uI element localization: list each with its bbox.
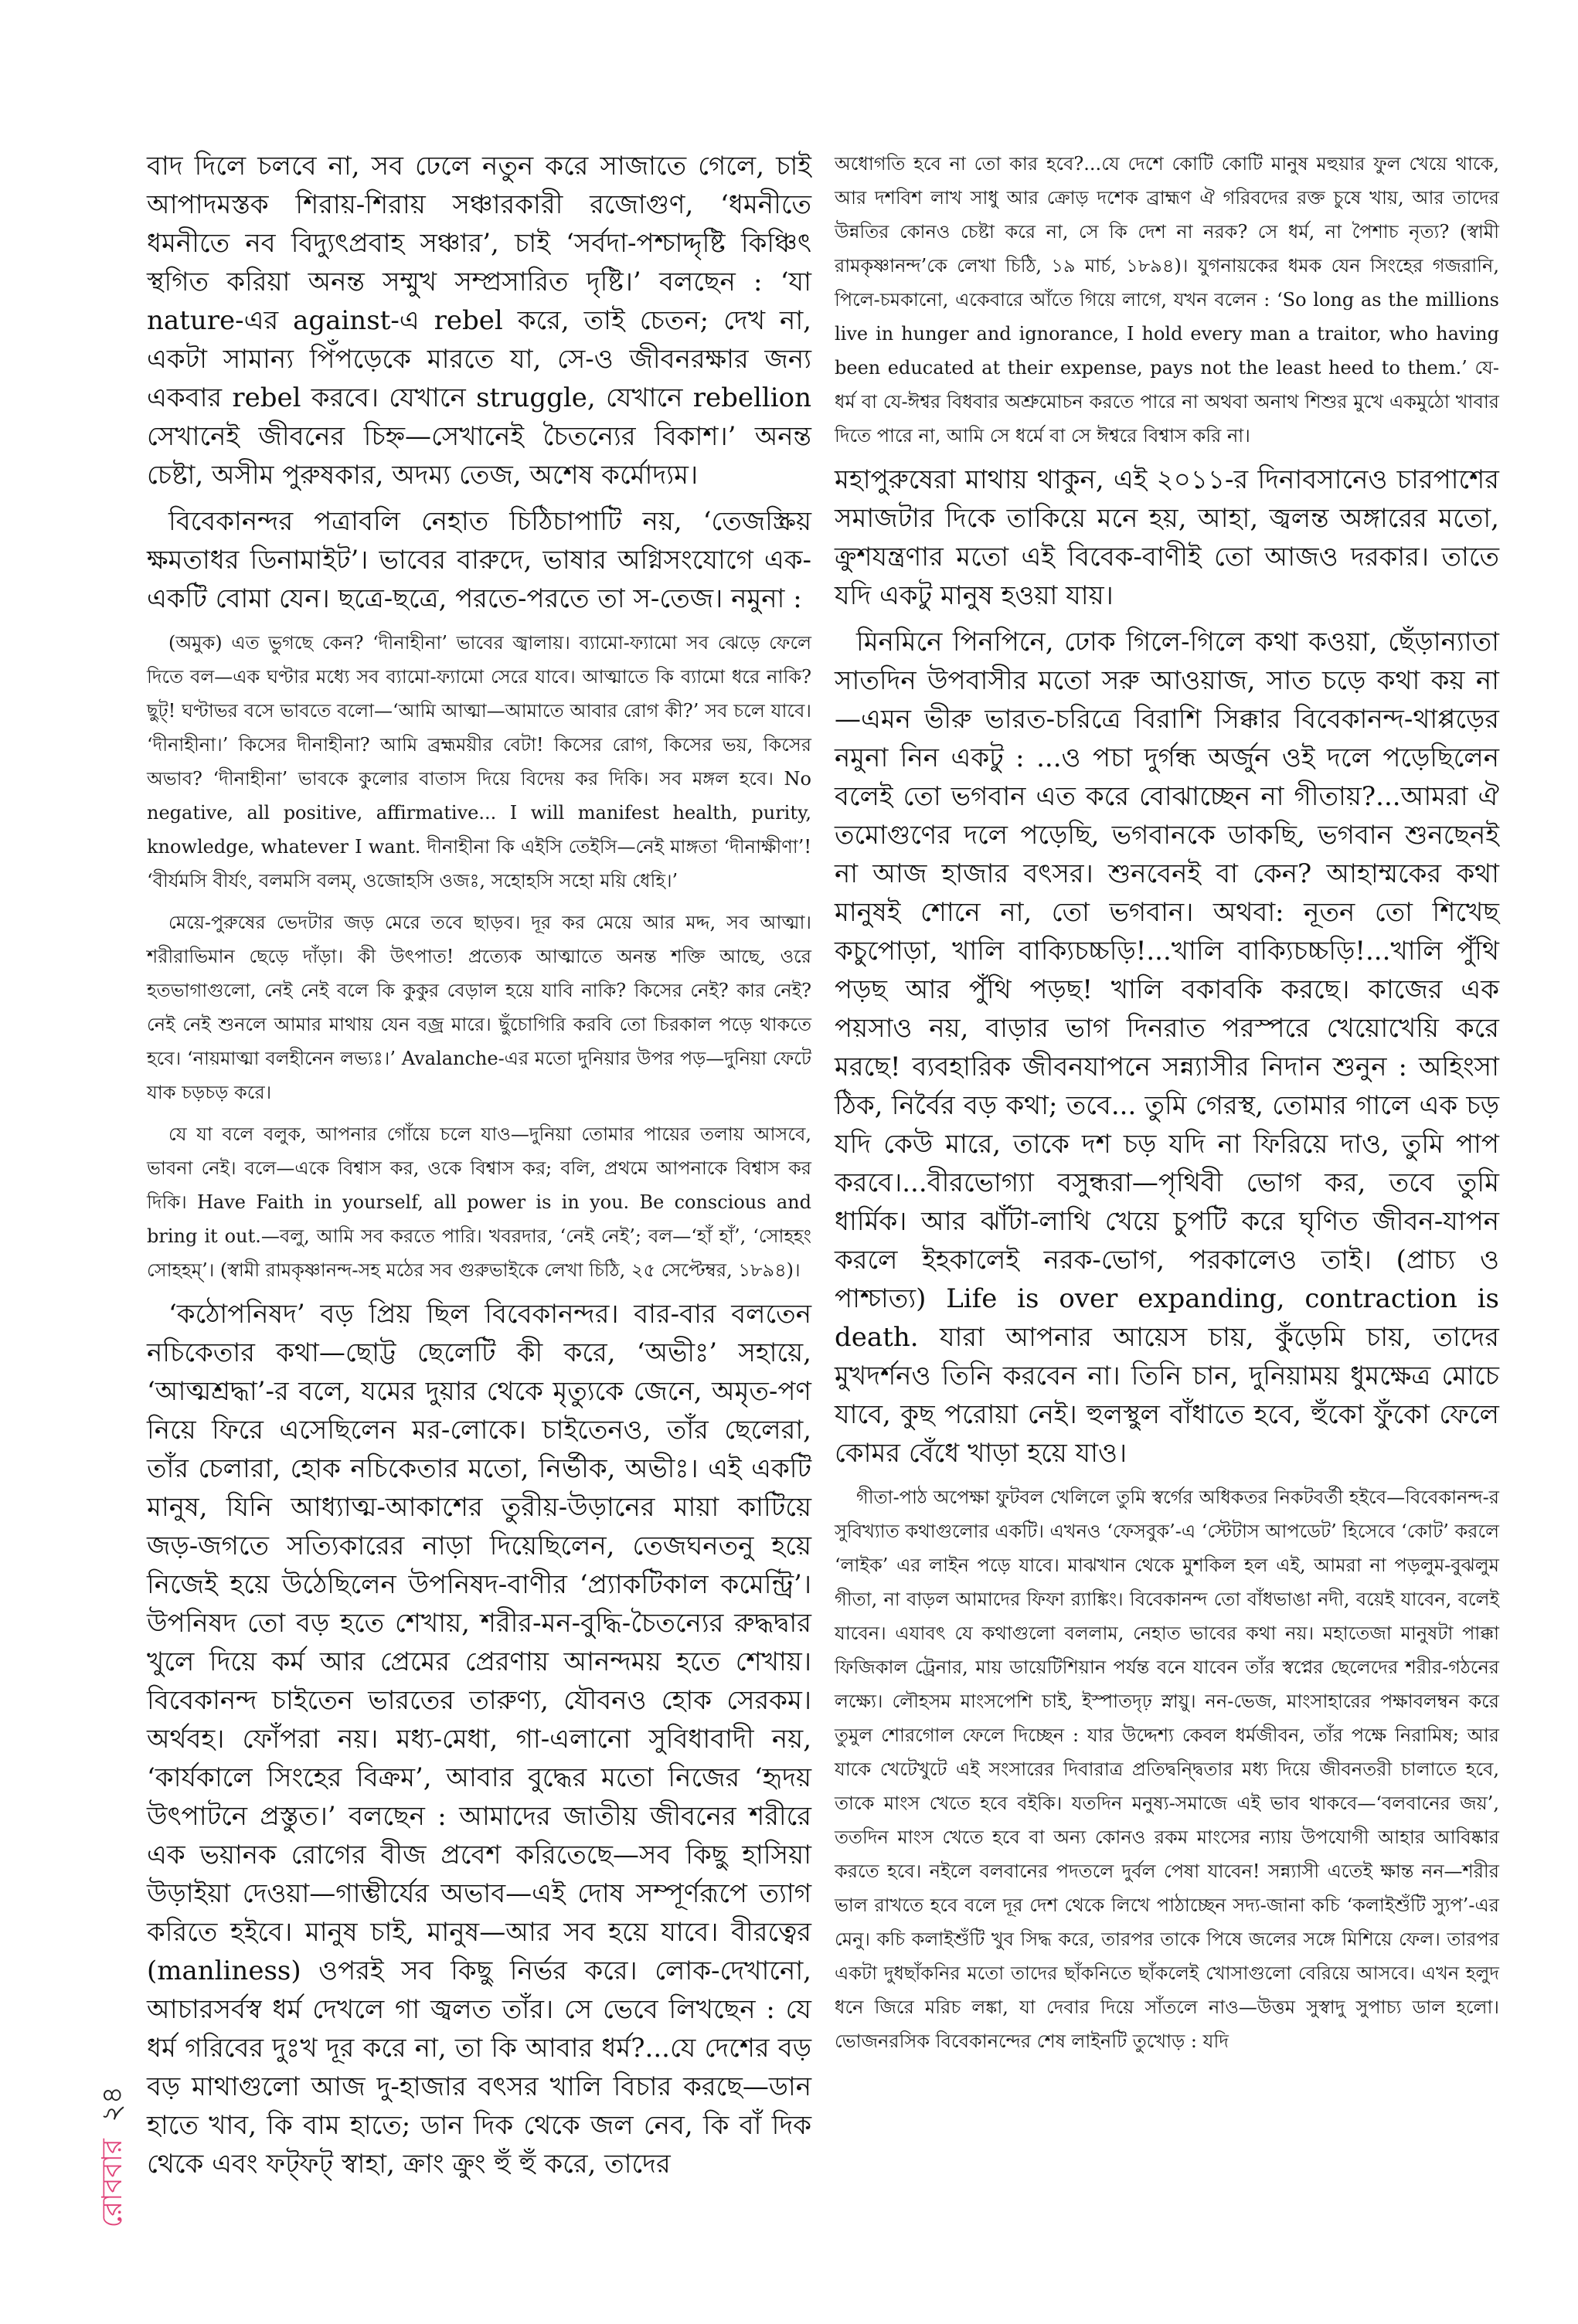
page-number: ২৪: [97, 2086, 128, 2122]
paragraph: বিবেকানন্দর পত্রাবলি নেহাত চিঠিচাপাটি নয়, ‘তেজস্ক্রিয় ক্ষমতাধর ডিনামাইট’। ভাবের বারুদে, ভাষার অগ্নিসংযোগে এক-একটি বোমা যেন। ছত্রে-ছত্রে, পরতে-পরতে তা স-তেজ। নমুনা :: [147, 506, 811, 614]
page-footer: [91, 2086, 138, 2302]
paragraph: বাদ দিলে চলবে না, সব ঢেলে নতুন করে সাজাতে গেলে, চাই আপাদমস্তক শিরায়-শিরায় সঞ্চারকারী রজোগুণ, ‘ধমনীতে ধমনীতে নব বিদ্যুৎপ্রবাহ সঞ্চার’, চাই ‘সর্বদা-পশ্চাদ্দৃষ্টি কিঞ্চিৎ স্থগিত করিয়া অনন্ত সম্মুখ সম্প্রসারিত দৃষ্টি।’ বলছেন : ‘যা nature-এর against-এ rebel করে, তাই চেতন; দেখ না, একটা সামান্য পিঁপড়েকে মারতে যা, সে-ও জীবনরক্ষার জন্য একবার rebel করবে। যেখানে struggle, যেখানে rebellion সেখানেই জীবনের চিহ্ন—সেখানেই চৈতন্যের বিকাশ।’ অনন্ত চেষ্টা, অসীম পুরুষকার, অদম্য তেজ, অশেষ কর্মোদ্যম।: [147, 151, 811, 491]
right-column: [835, 147, 1499, 2066]
magazine-name: রোববার: [97, 2139, 128, 2228]
left-column: [147, 147, 811, 2191]
paragraph: (অমুক) এত ভুগছে কেন? ‘দীনাহীনা’ ভাবের জ্বালায়। ব্যামো-ফ্যামো সব ঝেড়ে ফেলে দিতে বল—এক ঘণ্টার মধ্যে সব ব্যামো-ফ্যামো সেরে যাবে। আত্মাতে কি ব্যামো ধরে নাকি? ছুট্! ঘণ্টাভর বসে ভাবতে বলো—‘আমি আত্মা—আমাতে আবার রোগ কী?’ সব চলে যাবে। ‘দীনাহীনা।’ কিসের দীনাহীনা? আমি ব্রহ্মময়ীর বেটা! কিসের রোগ, কিসের ভয়, কিসের অভাব? ‘দীনাহীনা’ ভাবকে কুলোর বাতাস দিয়ে বিদেয় কর দিকি। সব মঙ্গল হবে। No negative, all positive, affirmative... I will manifest health, purity, knowledge, whatever I want. দীনাহীনা কি এইসি তেইসি—নেই মাঙ্গতা ‘দীনাক্ষীণা’! ‘বীর্যমসি বীর্যং, বলমসি বলম্‌, ওজোহসি ওজঃ, সহোহসি সহো ময়ি ধেহি।’: [147, 632, 811, 892]
paragraph: মেয়ে-পুরুষের ভেদটার জড় মেরে তবে ছাড়ব। দূর কর মেয়ে আর মদ্দ, সব আত্মা। শরীরাভিমান ছেড়ে দাঁড়া। কী উৎপাত! প্রত্যেক আত্মাতে অনন্ত শক্তি আছে, ওরে হতভাগাগুলো, নেই নেই বলে কি কুকুর বেড়াল হয়ে যাবি নাকি? কিসের নেই? কার নেই? নেই নেই শুনলে আমার মাথায় যেন বজ্র মারে। ছুঁচোগিরি করবি তো চিরকাল পড়ে থাকতে হবে। ‘নায়মাত্মা বলহীনেন লভ্যঃ।’ Avalanche-এর মতো দুনিয়ার উপর পড়—দুনিয়া ফেটে যাক চড়চড় করে।: [147, 912, 811, 1103]
paragraph: গীতা-পাঠ অপেক্ষা ফুটবল খেলিলে তুমি স্বর্গের অধিকতর নিকটবর্তী হইবে—বিবেকানন্দ-র সুবিখ্যাত কথাগুলোর একটি। এখনও ‘ফেসবুক’-এ ‘স্টেটাস আপডেট’ হিসেবে ‘কোট’ করলে ‘লাইক’ এর লাইন পড়ে যাবে। মাঝখান থেকে মুশকিল হল এই, আমরা না পড়লুম-বুঝলুম গীতা, না বাড়ল আমাদের ফিফা র‌্যাঙ্কিং। বিবেকানন্দ তো বাঁধভাঙা নদী, বয়েই যাবেন, বলেই যাবেন। এযাবৎ যে কথাগুলো বললাম, নেহাত ভাবের কথা নয়। মহাতেজা মানুষটা পাক্কা ফিজিকাল ট্রেনার, মায় ডায়েটিশিয়ান পর্যন্ত বনে যাবেন তাঁর স্বপ্নের ছেলেদের শরীর-গঠনের লক্ষ্যে। লৌহসম মাংসপেশি চাই, ইস্পাতদৃঢ় স্নায়ু। নন-ভেজ, মাংসাহারের পক্ষাবলম্বন করে তুমুল শোরগোল ফেলে দিচ্ছেন : যার উদ্দেশ্য কেবল ধর্মজীবন, তাঁর পক্ষে নিরামিষ; আর যাকে খেটেখুটে এই সংসারের দিবারাত্র প্রতিদ্বন্দ্বিতার মধ্য দিয়ে জীবনতরী চালাতে হবে, তাকে মাংস খেতে হবে বইকি। যতদিন মনুষ্য-সমাজে এই ভাব থাকবে—‘বলবানের জয়’, ততদিন মাংস খেতে হবে বা অন্য কোনও রকম মাংসের ন্যায় উপযোগী আহার আবিষ্কার করতে হবে। নইলে বলবানের পদতলে দুর্বল পেষা যাবেন! সন্ন্যাসী এতেই ক্ষান্ত নন—শরীর ভাল রাখতে হবে বলে দূর দেশ থেকে লিখে পাঠাচ্ছেন সদ্য-জানা কচি ‘কলাইশুঁটি স্যুপ’-এর মেনু। কচি কলাইশুঁটি খুব সিদ্ধ করে, তারপর তাকে পিষে জলের সঙ্গে মিশিয়ে ফেল। তারপর একটা দুধছাঁকনির মতো তাদের ছাঁকনিতে ছাঁকলেই খোসাগুলো বেরিয়ে আসবে। এখন হলুদ ধনে জিরে মরিচ লঙ্কা, যা দেবার দিয়ে সাঁতলে নাও—উত্তম সুস্বাদু সুপাচ্য ডাল হলো। ভোজনরসিক বিবেকানন্দের শেষ লাইনটি তুখোড় : যদি: [835, 1486, 1499, 2052]
paragraph: মিনমিনে পিনপিনে, ঢোক গিলে-গিলে কথা কওয়া, ছেঁড়ান্যাতা সাতদিন উপবাসীর মতো সরু আওয়াজ, সাত চড়ে কথা কয় না—এমন ভীরু ভারত-চরিত্রে বিরাশি সিক্কার বিবেকানন্দ-থাপ্পড়ের নমুনা নিন একটু : ...ও পচা দুর্গন্ধ অর্জুন ওই দলে পড়েছিলেন বলেই তো ভগবান এত করে বোঝাচ্ছেন না গীতায়?...আমরা ঐ তমোগুণের দলে পড়েছি, ভগবানকে ডাকছি, ভগবান শুনছেনই না আজ হাজার বৎসর। শুনবেনই বা কেন? আহাম্মকের কথা মানুষই শোনে না, তো ভগবান। অথবা: নূতন তো শিখেছ কচুপোড়া, খালি বাক্যিচচ্চড়ি!...খালি বাক্যিচচ্চড়ি!...খালি পুঁথি পড়ছ আর পুঁথি পড়ছ! খালি বকাবকি করছে। কাজের এক পয়সাও নয়, বাড়ার ভাগ দিনরাত পরস্পরে খেয়োখেয়ি করে মরছে! ব্যবহারিক জীবনযাপনে সন্ন্যাসীর নিদান শুনুন : অহিংসা ঠিক, নির্বৈর বড় কথা; তবে... তুমি গেরস্থ, তোমার গালে এক চড় যদি কেউ মারে, তাকে দশ চড় যদি না ফিরিয়ে দাও, তুমি পাপ করবে।...বীরভোগ্যা বসুন্ধরা—পৃথিবী ভোগ কর, তবে তুমি ধার্মিক। আর ঝাঁটা-লাথি খেয়ে চুপটি করে ঘৃণিত জীবন-যাপন করলে ইহকালেই নরক-ভোগ, পরকালেও তাই। (প্রাচ্য ও পাশ্চাত্য) Life is over expanding, contraction is death. যারা আপনার আয়েস চায়, কুঁড়েমি চায়, তাদের মুখদর্শনও তিনি করবেন না। তিনি চান, দুনিয়াময় ধুমক্ষেত্র মোচে যাবে, কুছ পরোয়া নেই। হুলস্থুল বাঁধাতে হবে, হুঁকো ফুঁকো ফেলে কোমর বেঁধে খাড়া হয়ে যাও।: [835, 627, 1499, 1469]
paragraph: যে যা বলে বলুক, আপনার গোঁয়ে চলে যাও—দুনিয়া তোমার পায়ের তলায় আসবে, ভাবনা নেই। বলে—একে বিশ্বাস কর, ওকে বিশ্বাস কর; বলি, প্রথমে আপনাকে বিশ্বাস কর দিকি। Have Faith in yourself, all power is in you. Be conscious and bring it out.—বলু, আমি সব করতে পারি। খবরদার, ‘নেই নেই’; বল—‘হাঁ হাঁ’, ‘সোহহং সোহহম্‌’। (স্বামী রামকৃষ্ণানন্দ-সহ মঠের সব গুরুভাইকে লেখা চিঠি, ২৫ সেপ্টেম্বর, ১৮৯৪)।: [147, 1123, 811, 1281]
paragraph: অধোগতি হবে না তো কার হবে?...যে দেশে কোটি কোটি মানুষ মহুয়ার ফুল খেয়ে থাকে, আর দশবিশ লাখ সাধু আর ক্রোড় দশেক ব্রাহ্মণ ঐ গরিবদের রক্ত চুষে খায়, আর তাদের উন্নতির কোনও চেষ্টা করে না, সে কি দেশ না নরক? সে ধর্ম, না পৈশাচ নৃত্য? (স্বামী রামকৃষ্ণানন্দ’কে লেখা চিঠি, ১৯ মার্চ, ১৮৯৪)। যুগনায়কের ধমক যেন সিংহের গজরানি, পিলে-চমকানো, একেবারে আঁতে গিয়ে লাগে, যখন বলেন : ‘So long as the millions live in hunger and ignorance, I hold every man a traitor, who having been educated at their expense, pays not the least heed to them.’ যে-ধর্ম বা যে-ঈশ্বর বিধবার অশ্রুমোচন করতে পারে না অথবা অনাথ শিশুর মুখে একমুঠো খাবার দিতে পারে না, আমি সে ধর্মে বা সে ঈশ্বরে বিশ্বাস করি না।: [835, 153, 1499, 447]
paragraph: ‘কঠোপনিষদ’ বড় প্রিয় ছিল বিবেকানন্দর। বার-বার বলতেন নচিকেতার কথা—ছোট্ট ছেলেটি কী করে, ‘অভীঃ’ সহায়ে, ‘আত্মশ্রদ্ধা’-র বলে, যমের দুয়ার থেকে মৃত্যুকে জেনে, অমৃত-পণ নিয়ে ফিরে এসেছিলেন মর-লোকে। চাইতেনও, তাঁর ছেলেরা, তাঁর চেলারা, হোক নচিকেতার মতো, নির্ভীক, অভীঃ। এই একটি মানুষ, যিনি আধ্যাত্ম-আকাশের তুরীয়-উড়ানের মায়া কাটিয়ে জড়-জগতে সত্যিকারের নাড়া দিয়েছিলেন, তেজঘনতনু হয়ে নিজেই হয়ে উঠেছিলেন উপনিষদ-বাণীর ‘প্র্যাকটিকাল কমেন্ট্রি’। উপনিষদ তো বড় হতে শেখায়, শরীর-মন-বুদ্ধি-চৈতন্যের রুদ্ধদ্বার খুলে দিয়ে কর্ম আর প্রেমের প্রেরণায় আনন্দময় হতে শেখায়। বিবেকানন্দ চাইতেন ভারতের তারুণ্য, যৌবনও হোক সেরকম। অর্থবহ। ফোঁপরা নয়। মধ্য-মেধা, গা-এলানো সুবিধাবাদী নয়, ‘কার্যকালে সিংহের বিক্রম’, আবার বুদ্ধের মতো নিজের ‘হৃদয় উৎপাটনে প্রস্তুত।’ বলছেন : আমাদের জাতীয় জীবনের শরীরে এক ভয়ানক রোগের বীজ প্রবেশ করিতেছে—সব কিছু হাসিয়া উড়াইয়া দেওয়া—গাম্ভীর্যের অভাব—এই দোষ সম্পূর্ণরূপে ত্যাগ করিতে হইবে। মানুষ চাই, মানুষ—আর সব হয়ে যাবে। বীরত্বের (manliness) ওপরই সব কিছু নির্ভর করে। লোক-দেখানো, আচারসর্বস্ব ধর্ম দেখলে গা জ্বলত তাঁর। সে ভেবে লিখছেন : যে ধর্ম গরিবের দুঃখ দূর করে না, তা কি আবার ধর্ম?...যে দেশের বড় বড় মাথাগুলো আজ দু-হাজার বৎসর খালি বিচার করছে—ডান হাতে খাব, কি বাম হাতে; ডান দিক থেকে জল নেব, কি বাঁ দিক থেকে এবং ফট্‌ফট্ স্বাহা, ক্রাং ক্রুং হুঁ হুঁ করে, তাদের: [147, 1299, 811, 2180]
paragraph: মহাপুরুষেরা মাথায় থাকুন, এই ২০১১-র দিনাবসানেও চারপাশের সমাজটার দিকে তাকিয়ে মনে হয়, আহা, জ্বলন্ত অঙ্গারের মতো, ক্রুশযন্ত্রণার মতো এই বিবেক-বাণীই তো আজও দরকার। তাতে যদি একটু মানুষ হওয়া যায়।: [835, 464, 1499, 611]
